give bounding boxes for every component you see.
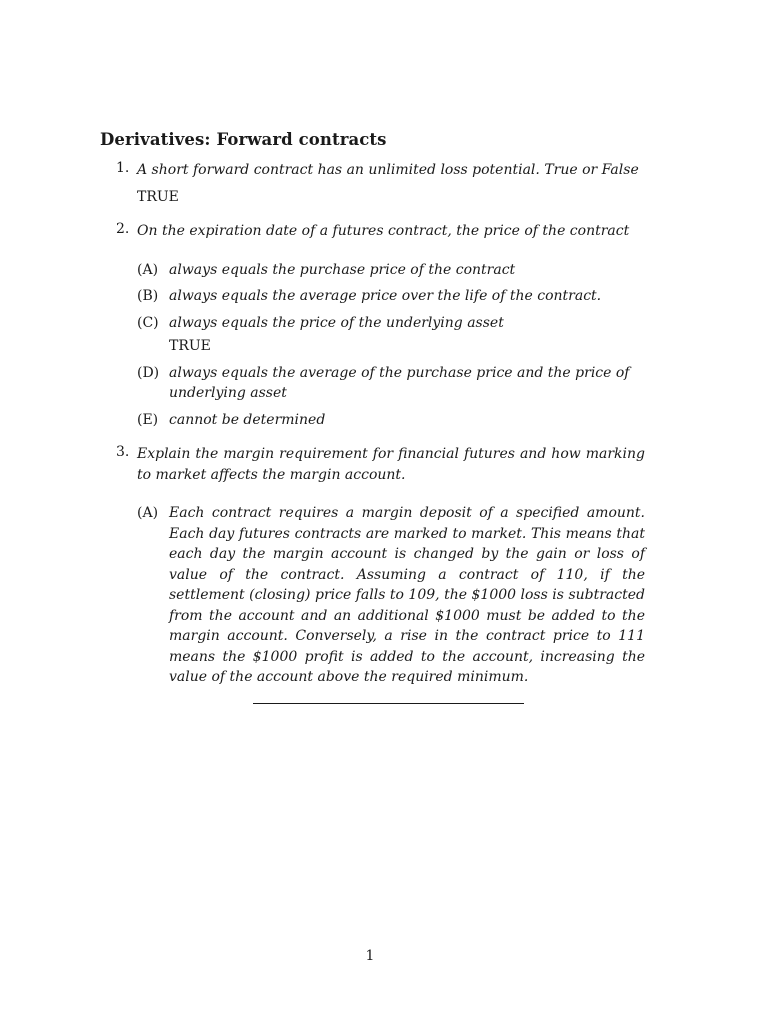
- horizontal-rule: [253, 703, 524, 704]
- answer-text: TRUE: [137, 188, 179, 205]
- question-number: 2.: [116, 221, 130, 237]
- option-label: (B): [137, 288, 159, 304]
- option-e: [137, 410, 645, 431]
- question-text: A short forward contract has an unlimited loss potential. True or False: [137, 162, 639, 178]
- option-label: (A): [137, 261, 159, 278]
- question-1: [100, 160, 645, 207]
- option-list: [137, 503, 645, 688]
- option-text: Each contract requires a margin deposit of a specified amount. Each day futures contracts are marked to market. This means that each day the margin account is changed by the gain or loss of value of the contract. Assuming a contract of 110, if the settlement (closing) price falls to 109, the $1000 loss is subtracted from the account and an additional $1000 must be added to the margin account. Conversely, a rise in the contract price to 111 means the $1000 profit is added to the account, increasing the value of the account above the required minimum.: [169, 505, 645, 685]
- question-number: 3.: [116, 444, 130, 460]
- answer-text: TRUE: [169, 338, 211, 354]
- question-body: [137, 444, 645, 688]
- question-3: [100, 444, 645, 688]
- option-label: (C): [137, 314, 159, 331]
- question-body: [137, 221, 645, 430]
- option-label: (A): [137, 505, 159, 521]
- question-text: On the expiration date of a futures contract, the price of the contract: [137, 223, 630, 239]
- question-list: [100, 160, 645, 700]
- option-a: [137, 260, 645, 281]
- option-label: (D): [137, 364, 160, 381]
- question-number: 1.: [116, 160, 130, 176]
- section-title: Derivatives: Forward contracts: [100, 130, 387, 149]
- option-text: always equals the purchase price of the contract: [169, 261, 516, 278]
- question-2: [100, 221, 645, 430]
- option-text: cannot be determined: [169, 411, 326, 428]
- option-c: [137, 313, 645, 357]
- option-list: [137, 260, 645, 431]
- option-text: always equals the average of the purchase price and the price of underlying asset: [169, 364, 630, 401]
- option-a: [137, 503, 645, 688]
- option-b: [137, 286, 645, 307]
- option-text: always equals the price of the underlying asset: [169, 314, 504, 331]
- option-label: (E): [137, 411, 159, 428]
- page-number: 1: [365, 948, 375, 964]
- option-text: always equals the average price over the life of the contract.: [169, 288, 602, 304]
- question-text: Explain the margin requirement for financial futures and how marking to market affects the margin account.: [137, 446, 645, 483]
- option-d: [137, 363, 645, 404]
- question-body: [137, 160, 645, 207]
